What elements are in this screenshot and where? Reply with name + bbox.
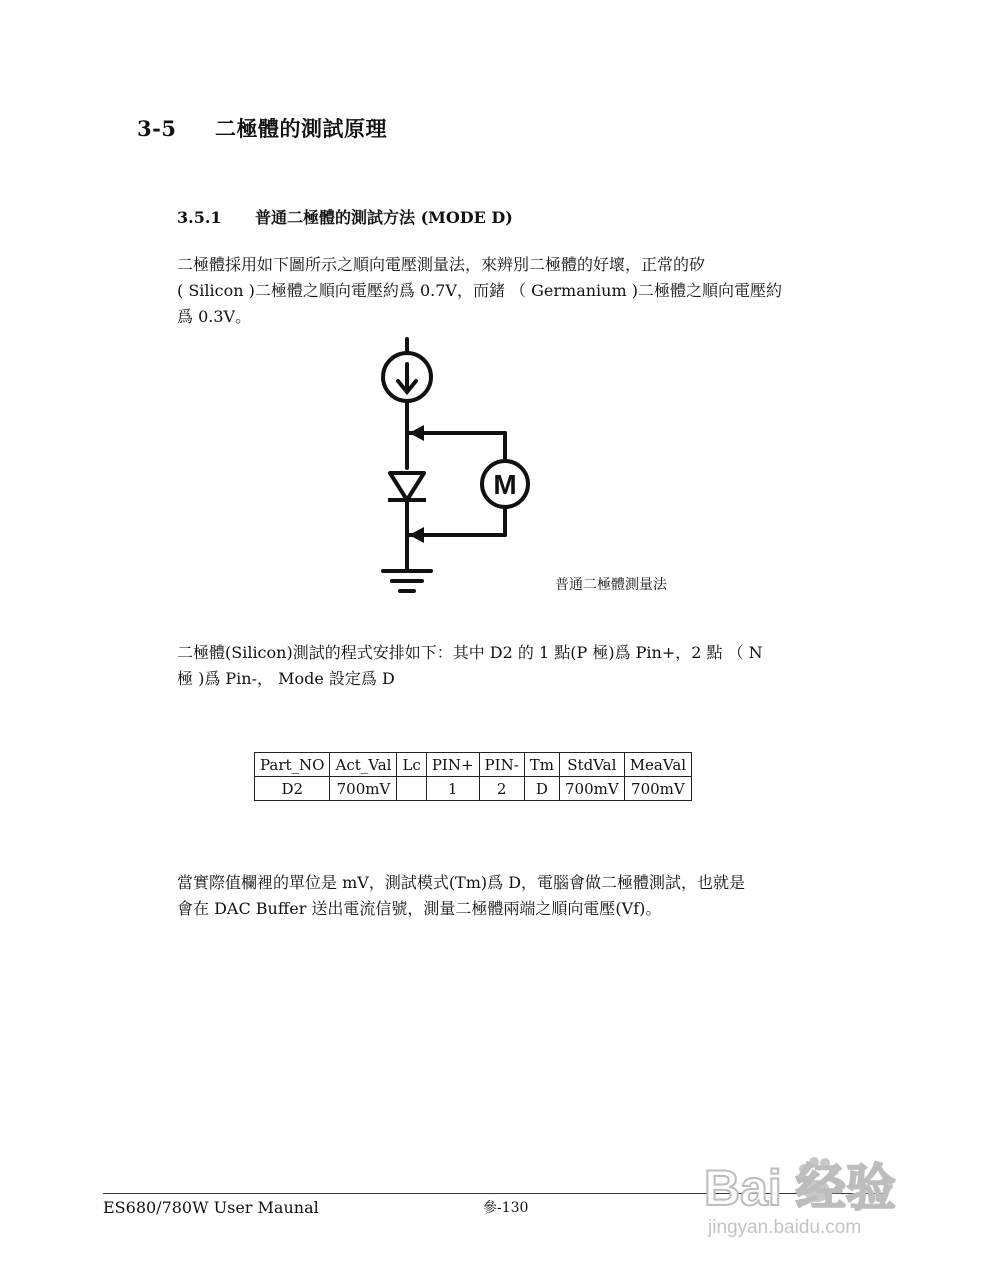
intro-line: 爲 0.3V。 xyxy=(177,307,252,326)
subsection-heading xyxy=(177,205,513,228)
table-header: PIN+ xyxy=(426,753,479,777)
program-line: 極 )爲 Pin-， Mode 設定爲 D xyxy=(177,669,395,688)
program-paragraph xyxy=(177,640,855,692)
table-header: Part_NO xyxy=(255,753,330,777)
watermark-brand: Bai 经验 xyxy=(704,1160,896,1216)
diagram-caption: 普通二極體測量法 xyxy=(555,577,667,593)
baidu-watermark xyxy=(700,1125,940,1255)
footer-page-number: 參-130 xyxy=(483,1200,529,1216)
closing-line: 當實際值欄裡的單位是 mV，測試模式(Tm)爲 D，電腦會做二極體測試，也就是 xyxy=(177,873,746,892)
table-cell: D xyxy=(524,777,559,801)
table-header: MeaVal xyxy=(624,753,691,777)
closing-paragraph xyxy=(177,870,855,922)
section-heading xyxy=(137,113,387,143)
table-cell xyxy=(397,777,426,801)
diode-icon xyxy=(390,473,424,500)
table-header: PIN- xyxy=(479,753,524,777)
table-cell: 1 xyxy=(426,777,479,801)
table-header: Tm xyxy=(524,753,559,777)
probe-minus-arrow-icon xyxy=(409,527,424,543)
table-cell: 700mV xyxy=(560,777,625,801)
watermark-url: jingyan.baidu.com xyxy=(708,1217,862,1238)
closing-line: 會在 DAC Buffer 送出電流信號，測量二極體兩端之順向電壓(Vf)。 xyxy=(177,899,662,918)
table-cell: D2 xyxy=(255,777,330,801)
section-number: 3-5 xyxy=(137,116,177,141)
diode-measurement-diagram xyxy=(370,335,550,600)
program-line: 二極體(Silicon)測試的程式安排如下：其中 D2 的 1 點(P 極)爲 Pin+，2 點 （ N xyxy=(177,643,763,662)
table-header: StdVal xyxy=(560,753,625,777)
table-header: Lc xyxy=(397,753,426,777)
table-header-row xyxy=(255,753,692,777)
test-parameter-table xyxy=(254,752,692,801)
subsection-number: 3.5.1 xyxy=(177,208,222,227)
intro-line: 二極體採用如下圖所示之順向電壓測量法，來辨別二極體的好壞，正常的矽 xyxy=(177,255,706,274)
footer-manual-title: ES680/780W User Maunal xyxy=(103,1198,319,1217)
intro-paragraph xyxy=(177,252,855,330)
probe-plus-arrow-icon xyxy=(409,425,424,441)
meter-label: M xyxy=(493,469,517,500)
table-header: Act_Val xyxy=(330,753,397,777)
subsection-title: 普通二極體的測試方法 (MODE D) xyxy=(255,208,513,227)
table-row xyxy=(255,777,692,801)
intro-line: ( Silicon )二極體之順向電壓約爲 0.7V，而鍺 （ Germanium )二極體之順向電壓約 xyxy=(177,281,782,300)
table-cell: 700mV xyxy=(330,777,397,801)
table-cell: 700mV xyxy=(624,777,691,801)
section-title: 二極體的測試原理 xyxy=(215,116,387,141)
table-cell: 2 xyxy=(479,777,524,801)
